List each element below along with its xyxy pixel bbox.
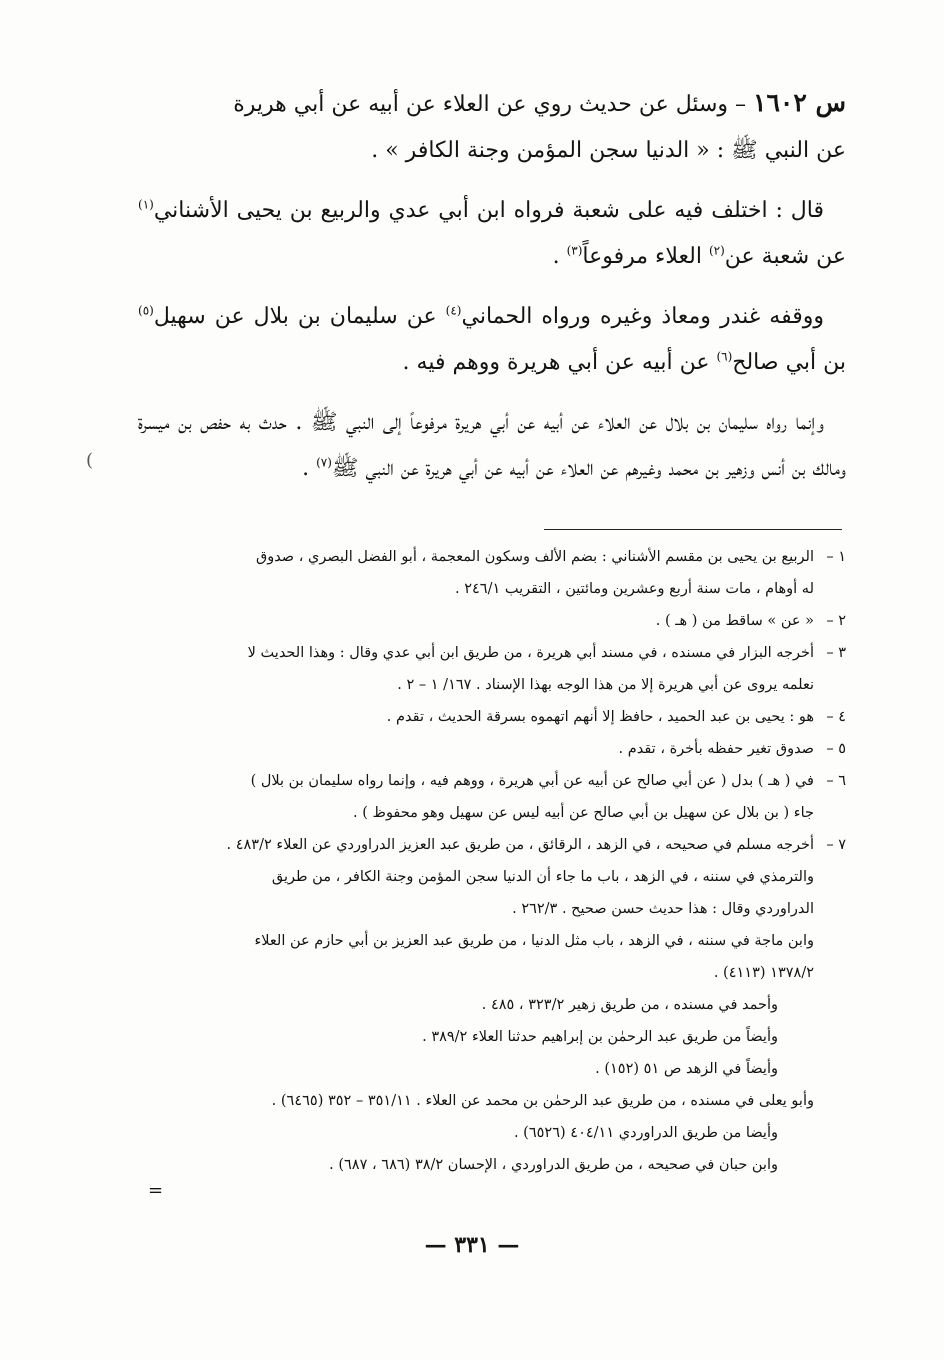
footnote-4 <box>140 701 846 733</box>
answer-paragraph-3 <box>138 400 846 492</box>
question-number: س ١٦٠٢ <box>753 88 846 117</box>
footnote-ref: (٤) <box>445 303 462 318</box>
footnotes <box>140 541 846 1181</box>
footnote-line: في ( هـ ) بدل ( عن أبي صالح عن أبيه عن أبي هريرة ، ووهم فيه ، وإنما رواه سليمان بن بلال ) <box>250 773 814 789</box>
footnote-line: وأبو يعلى في مسنده ، من طريق عبد الرحمٰن بن محمد عن العلاء . ٣٥١/١١ – ٣٥٢ (٦٤٦٥) . <box>271 1093 814 1109</box>
footnote-line: الدراوردي وقال : هذا حديث حسن صحيح . ٢٦٢/٣ . <box>512 901 814 917</box>
footnote-line: هو : يحيى بن عبد الحميد ، حافظ إلا أنهم اتهموه بسرقة الحديث ، تقدم . <box>386 709 814 725</box>
answer-text: عن سليمان بن بلال عن سهيل <box>153 304 446 329</box>
footnote-line: والترمذي في سننه ، في الزهد ، باب ما جاء أن الدنيا سجن المؤمن وجنة الكافر ، من طريق <box>271 869 814 885</box>
footnote-line: ١٣٧٨/٢ (٤١١٣) . <box>713 965 814 981</box>
footnote-ref: (٣) <box>566 243 583 258</box>
footnote-2 <box>140 605 846 637</box>
footnote-line: وابن حبان في صحيحه ، من طريق الدراوردي ، الإحسان ٣٨/٢ (٦٨٦ ، ٦٨٧) . <box>329 1157 778 1173</box>
answer-text: وإنما رواه سليمان بن بلال عن العلاء عن أبيه عن أبي هريرة مرفوعاً إلى النبي ﷺ . حدث به حفص بن ميسرة ومالك بن أنس وزهير بن محمد وغيرهم عن العلاء عن أبيه عن أبي هريرة عن النبي ﷺ <box>138 410 846 481</box>
question-text-line1: – وسئل عن حديث روي عن العلاء عن أبيه عن أبي هريرة <box>233 92 747 117</box>
question-paragraph <box>138 80 846 174</box>
continuation-mark: = <box>148 1180 164 1201</box>
answer-text: . <box>552 244 567 269</box>
footnote-line: « عن » ساقط من ( هـ ) . <box>655 613 814 629</box>
footnote-line: وأحمد في مسنده ، من طريق زهير ٣٢٣/٢ ، ٤٨٥ . <box>481 997 778 1013</box>
footnote-line: الربيع بن يحيى بن مقسم الأشناني : بضم الألف وسكون المعجمة ، أبو الفضل البصري ، صدوق <box>255 549 814 565</box>
footnote-line: أخرجه البزار في مسنده ، في مسند أبي هريرة ، من طريق ابن أبي عدي وقال : وهذا الحديث لا <box>247 645 814 661</box>
footnote-1 <box>140 541 846 605</box>
footnote-number: ٦ – <box>826 773 846 789</box>
main-text <box>138 80 846 506</box>
answer-paragraph-2 <box>138 294 846 386</box>
footnote-line: جاء ( بن بلال عن سهيل بن أبي صالح عن أبيه ليس عن سهيل وهو محفوظ ) . <box>353 805 814 821</box>
footnote-line: نعلمه يروى عن أبي هريرة إلا من هذا الوجه بهذا الإسناد . ١٦٧/ ١ – ٢ . <box>397 677 814 693</box>
answer-text: العلاء مرفوعاً <box>582 244 709 269</box>
footnote-number: ٥ – <box>826 741 846 757</box>
footnote-line: وأيضا من طريق الدراوردي ٤٠٤/١١ (٦٥٢٦) . <box>513 1125 778 1141</box>
footnote-line: وابن ماجة في سننه ، في الزهد ، باب مثل الدنيا ، من طريق عبد العزيز بن أبي حازم عن العلاء <box>254 933 814 949</box>
footnote-line: وأيضاً في الزهد ص ٥١ (١٥٢) . <box>595 1061 778 1077</box>
page-number: — ٣٣١ — <box>424 1232 520 1258</box>
footnote-number: ٢ – <box>826 613 846 629</box>
footnote-ref: (٢) <box>708 243 725 258</box>
footnote-number: ٣ – <box>826 645 846 661</box>
footnote-5 <box>140 733 846 765</box>
footnote-number: ١ – <box>826 549 846 565</box>
footnote-3 <box>140 637 846 701</box>
footnote-line: له أوهام ، مات سنة أربع وعشرين ومائتين ، التقريب ٢٤٦/١ . <box>454 581 814 597</box>
footnote-number: ٧ – <box>826 837 846 853</box>
footnote-7 <box>140 829 846 1181</box>
footnote-line: وأيضاً من طريق عبد الرحمٰن بن إبراهيم حدثنا العلاء ٣٨٩/٢ . <box>422 1029 778 1045</box>
footnote-6 <box>140 765 846 829</box>
margin-mark-icon: ( <box>86 450 94 471</box>
answer-text: . <box>302 456 317 481</box>
answer-text: ووقفه غندر ومعاذ وغيره ورواه الحماني <box>461 304 824 329</box>
footnote-line: صدوق تغير حفظه بأخرة ، تقدم . <box>618 741 814 757</box>
answer-text: عن شعبة عن <box>724 244 846 269</box>
footnote-number: ٤ – <box>826 709 846 725</box>
footnote-line: أخرجه مسلم في صحيحه ، في الزهد ، الرقائق ، من طريق عبد العزيز الدراوردي عن العلاء ٤٨٣/٢ . <box>226 837 814 853</box>
answer-text: عن أبيه عن أبي هريرة ووهم فيه . <box>402 350 717 375</box>
question-text-line2: عن النبي ﷺ : « الدنيا سجن المؤمن وجنة الكافر » . <box>371 138 846 163</box>
answer-paragraph-1 <box>138 188 846 280</box>
footnote-ref: (١) <box>138 197 154 212</box>
answer-text: بن أبي صالح <box>732 350 846 375</box>
footnote-ref: (٧) <box>316 455 332 470</box>
footnote-ref: (٥) <box>138 303 154 318</box>
answer-text: قال : اختلف فيه على شعبة فرواه ابن أبي عدي والربيع بن يحيى الأشناني <box>153 198 824 223</box>
footnote-divider <box>544 529 842 530</box>
footnote-ref: (٦) <box>716 349 733 364</box>
